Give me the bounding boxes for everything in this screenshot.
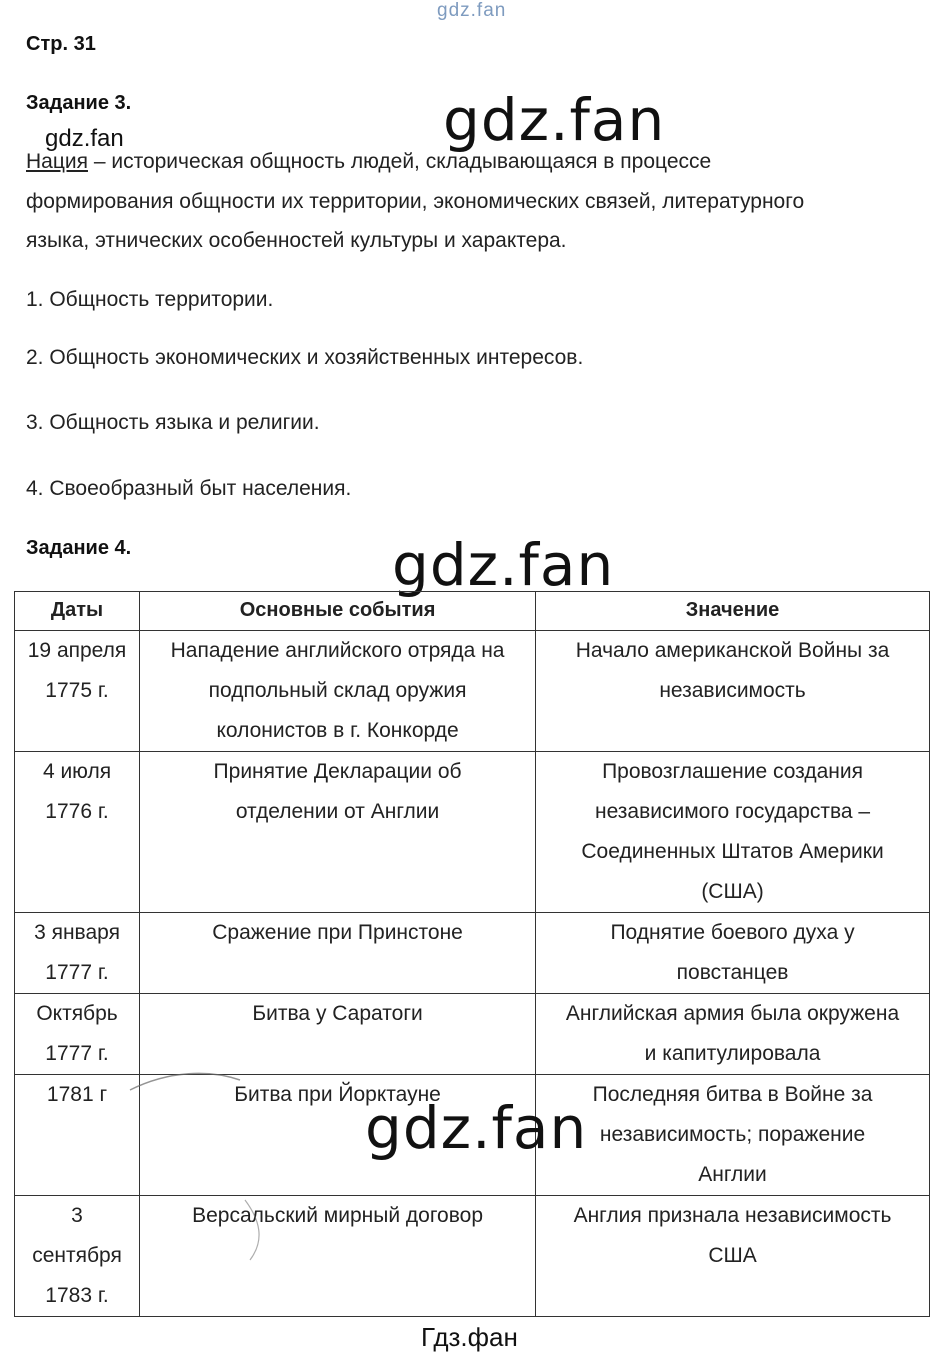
- meaning-line: Соединенных Штатов Америки: [581, 840, 884, 863]
- list-item: 4. Своеобразный быт населения.: [26, 477, 352, 500]
- meaning-line: повстанцев: [676, 961, 789, 984]
- date-line: 19 апреля: [27, 639, 127, 662]
- event-line: Сражение при Принстоне: [212, 921, 463, 944]
- meaning-line: независимого государства –: [594, 800, 871, 823]
- task4-heading: Задание 4.: [26, 537, 132, 559]
- event-line: Принятие Декларации об: [213, 760, 462, 783]
- watermark-big-3: gdz.fan: [365, 1094, 588, 1162]
- watermark-small: gdz.fan: [45, 125, 124, 152]
- definition-line-2: формирования общности их территории, экономических связей, литературного: [26, 190, 805, 213]
- definition-line-1: [26, 150, 711, 174]
- meaning-cell: [536, 1196, 930, 1317]
- meaning-cell: [536, 752, 930, 913]
- definition-term: Нация: [26, 150, 88, 173]
- meaning-cell: [536, 631, 930, 752]
- event-line: Нападение английского отряда на: [170, 639, 505, 662]
- list-item: 1. Общность территории.: [26, 288, 274, 311]
- meaning-cell: [536, 994, 930, 1075]
- meaning-line: Начало американской Войны за: [575, 639, 890, 662]
- watermark-big-2: gdz.fan: [392, 531, 615, 599]
- list-item: 2. Общность экономических и хозяйственных интересов.: [26, 346, 584, 369]
- column-header-meaning: Значение: [536, 592, 930, 631]
- date-cell: [15, 994, 140, 1075]
- event-line: отделении от Англии: [235, 800, 440, 823]
- meaning-line: Поднятие боевого духа у: [610, 921, 855, 944]
- date-line: 1777 г.: [45, 1042, 109, 1065]
- meaning-line: независимость: [659, 679, 806, 702]
- date-cell: [15, 752, 140, 913]
- date-line: сентября: [32, 1244, 122, 1267]
- date-line: 1775 г.: [45, 679, 109, 702]
- date-line: 1776 г.: [45, 800, 109, 823]
- table-row: [15, 631, 930, 752]
- event-line: подпольный склад оружия: [208, 679, 467, 702]
- page-label: Стр. 31: [26, 33, 96, 55]
- meaning-line: Англии: [698, 1163, 767, 1186]
- watermark-bottom: Гдз.фан: [421, 1322, 518, 1352]
- definition-text-1: – историческая общность людей, складывающаяся в процессе: [87, 150, 712, 173]
- watermark-top: gdz.fan: [437, 0, 507, 21]
- table-row: [15, 752, 930, 913]
- meaning-line: США: [708, 1244, 757, 1267]
- column-header-events: Основные события: [140, 592, 536, 631]
- events-table: [14, 591, 930, 1317]
- event-cell: [140, 1196, 536, 1317]
- event-line: Битва при Йорктауне: [234, 1083, 441, 1106]
- event-line: колонистов в г. Конкорде: [216, 719, 459, 742]
- date-cell: [15, 631, 140, 752]
- event-line: Версальский мирный договор: [192, 1204, 483, 1227]
- date-line: 1783 г.: [45, 1284, 109, 1307]
- task3-heading: Задание 3.: [26, 92, 132, 114]
- date-line: 3: [71, 1204, 83, 1227]
- table-header-row: [15, 592, 930, 631]
- watermark-big-1: gdz.fan: [443, 86, 666, 154]
- date-line: 4 июля: [42, 760, 112, 783]
- meaning-cell: [536, 913, 930, 994]
- list-item: 3. Общность языка и религии.: [26, 411, 320, 434]
- event-cell: [140, 752, 536, 913]
- meaning-line: (США): [701, 880, 764, 903]
- date-cell: [15, 1075, 140, 1196]
- event-cell: [140, 631, 536, 752]
- date-line: 1777 г.: [45, 961, 109, 984]
- meaning-cell: [536, 1075, 930, 1196]
- meaning-line: и капитулировала: [644, 1042, 821, 1065]
- meaning-line: независимость; поражение: [599, 1123, 866, 1146]
- date-cell: [15, 913, 140, 994]
- column-header-dates: Даты: [15, 592, 140, 631]
- definition-line-3: языка, этнических особенностей культуры и характера.: [26, 229, 567, 252]
- date-line: 1781 г: [46, 1083, 108, 1106]
- table-row: [15, 994, 930, 1075]
- table-row: [15, 1196, 930, 1317]
- meaning-line: Последняя битва в Войне за: [592, 1083, 873, 1106]
- date-line: Октябрь: [36, 1002, 118, 1025]
- meaning-line: Провозглашение создания: [602, 760, 863, 783]
- meaning-line: Англия признала независимость: [573, 1204, 892, 1227]
- date-cell: [15, 1196, 140, 1317]
- table-row: [15, 913, 930, 994]
- meaning-line: Английская армия была окружена: [565, 1002, 900, 1025]
- date-line: 3 января: [34, 921, 120, 944]
- event-line: Битва у Саратоги: [252, 1002, 423, 1025]
- event-cell: [140, 913, 536, 994]
- event-cell: [140, 994, 536, 1075]
